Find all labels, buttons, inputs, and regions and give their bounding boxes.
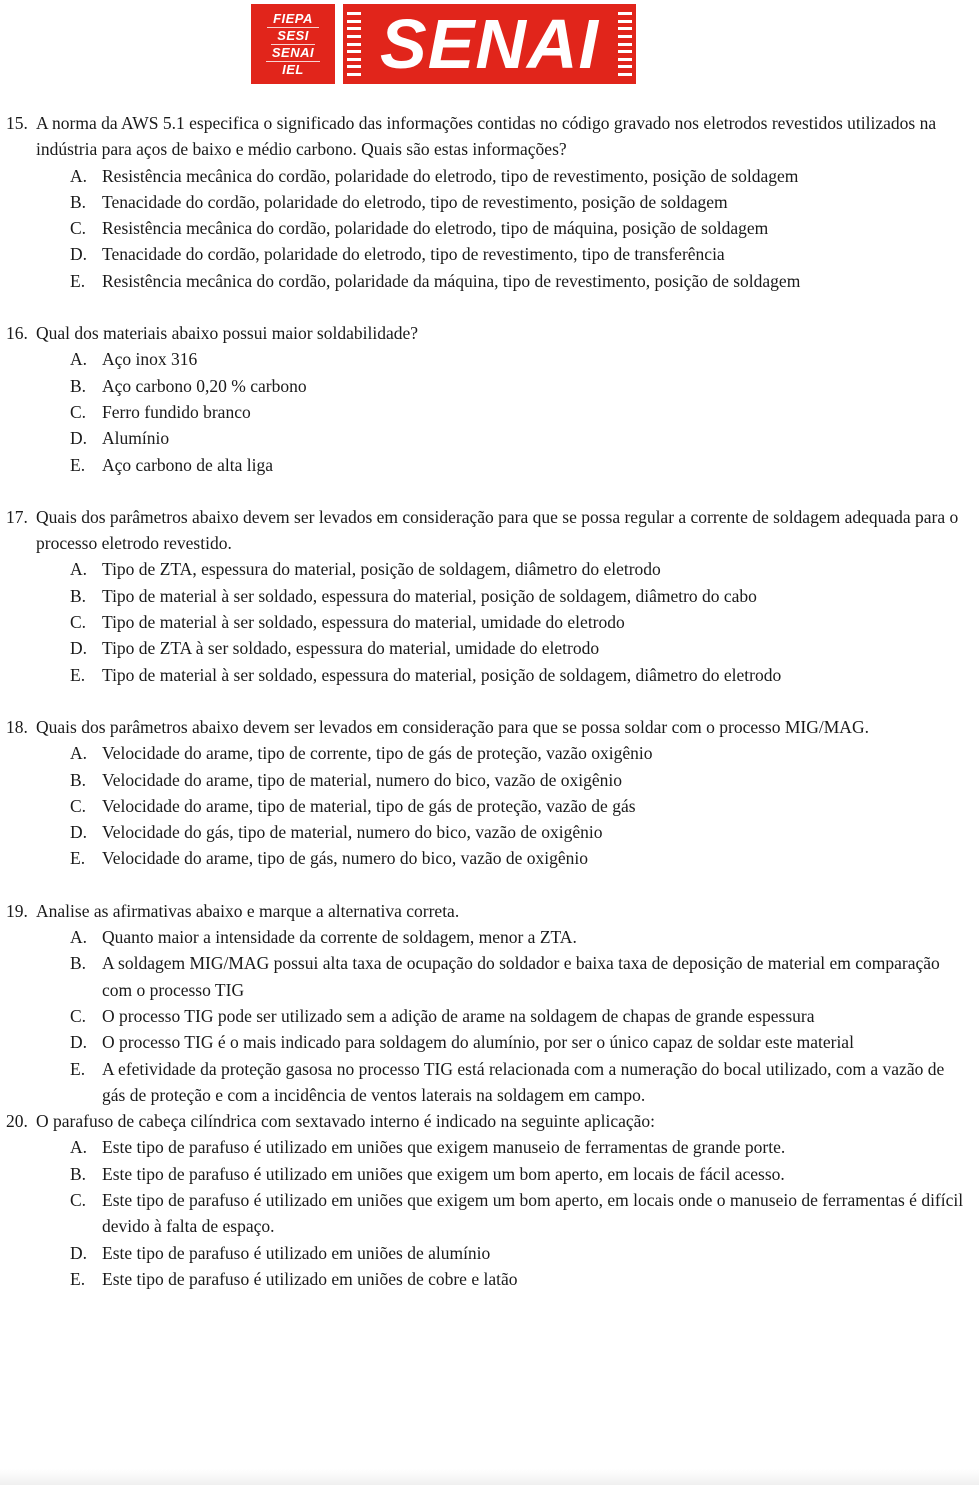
option-letter: D. xyxy=(70,822,88,843)
answer-option-d xyxy=(6,1240,966,1266)
answer-option-c xyxy=(6,1003,966,1029)
answer-options xyxy=(6,1134,966,1292)
option-letter: B. xyxy=(70,585,87,606)
question-number: 18. xyxy=(6,716,28,737)
answer-option-e xyxy=(6,662,966,688)
question-20 xyxy=(6,1108,966,1292)
logo-gap xyxy=(335,4,343,84)
answer-option-e xyxy=(6,845,966,871)
answer-option-b xyxy=(6,950,966,1003)
question-text: Quais dos parâmetros abaixo devem ser levados em consideração para que se possa soldar com o processo MIG/MAG. xyxy=(36,716,869,737)
answer-option-e xyxy=(6,268,966,294)
answer-options xyxy=(6,924,966,1108)
question-number: 16. xyxy=(6,323,28,344)
option-text: Velocidade do arame, tipo de gás, numero do bico, vazão de oxigênio xyxy=(102,848,588,869)
option-letter: D. xyxy=(70,1032,88,1053)
option-letter: C. xyxy=(70,401,87,422)
senai-logo-stripes-left xyxy=(347,12,361,76)
option-text: Tipo de material à ser soldado, espessura do material, umidade do eletrodo xyxy=(102,612,625,633)
fiepa-logo-line: FIEPA xyxy=(267,11,319,28)
question-stem xyxy=(6,898,966,924)
answer-option-d xyxy=(6,425,966,451)
answer-option-d xyxy=(6,635,966,661)
option-letter: E. xyxy=(70,664,86,685)
question-stem xyxy=(6,504,966,557)
answer-option-a xyxy=(6,346,966,372)
option-letter: A. xyxy=(70,559,88,580)
option-text: Aço carbono 0,20 % carbono xyxy=(102,375,307,396)
answer-option-a xyxy=(6,740,966,766)
answer-option-b xyxy=(6,583,966,609)
answer-option-a xyxy=(6,924,966,950)
option-text: Este tipo de parafuso é utilizado em uniões que exigem um bom aperto, em locais de fácil acesso. xyxy=(102,1163,785,1184)
option-letter: E. xyxy=(70,848,86,869)
answer-option-d xyxy=(6,819,966,845)
option-letter: E. xyxy=(70,454,86,475)
question-stem xyxy=(6,714,966,740)
option-text: Ferro fundido branco xyxy=(102,401,251,422)
answer-options xyxy=(6,556,966,687)
option-letter: E. xyxy=(70,1268,86,1289)
answer-option-e xyxy=(6,452,966,478)
iel-logo-line: IEL xyxy=(282,61,304,77)
answer-option-b xyxy=(6,189,966,215)
option-letter: E. xyxy=(70,270,86,291)
answer-option-b xyxy=(6,1161,966,1187)
question-text: Quais dos parâmetros abaixo devem ser levados em consideração para que se possa regular a corrente de soldagem adequada para o processo eletrodo revestido. xyxy=(36,506,959,554)
answer-option-a xyxy=(6,163,966,189)
option-text: Aço carbono de alta liga xyxy=(102,454,274,475)
header-logos xyxy=(251,4,636,84)
question-number: 19. xyxy=(6,900,28,921)
option-text: O processo TIG pode ser utilizado sem a adição de arame na soldagem de chapas de grande espessura xyxy=(102,1005,815,1026)
question-18 xyxy=(6,714,966,872)
option-text: Velocidade do arame, tipo de material, numero do bico, vazão de oxigênio xyxy=(102,769,622,790)
sesi-logo-line: SESI xyxy=(271,28,315,45)
option-letter: C. xyxy=(70,218,87,239)
question-list xyxy=(6,110,966,1292)
option-letter: C. xyxy=(70,795,87,816)
option-text: Resistência mecânica do cordão, polaridade do eletrodo, tipo de revestimento, posição de soldagem xyxy=(102,165,799,186)
answer-options xyxy=(6,163,966,294)
option-text: O processo TIG é o mais indicado para soldagem do alumínio, por ser o único capaz de soldar este material xyxy=(102,1032,854,1053)
option-text: Resistência mecânica do cordão, polaridade do eletrodo, tipo de máquina, posição de soldagem xyxy=(102,218,769,239)
option-text: Este tipo de parafuso é utilizado em uniões de cobre e latão xyxy=(102,1268,518,1289)
question-number: 17. xyxy=(6,506,28,527)
option-text: Tipo de material à ser soldado, espessura do material, posição de soldagem, diâmetro do cabo xyxy=(102,585,757,606)
answer-options xyxy=(6,346,966,477)
option-letter: D. xyxy=(70,638,88,659)
option-letter: A. xyxy=(70,927,88,948)
option-text: Este tipo de parafuso é utilizado em uniões que exigem manuseio de ferramentas de grande porte. xyxy=(102,1137,786,1158)
question-number: 15. xyxy=(6,113,28,133)
fiepa-system-logo xyxy=(251,4,335,84)
answer-option-b xyxy=(6,373,966,399)
option-letter: C. xyxy=(70,1005,87,1026)
answer-option-c xyxy=(6,609,966,635)
option-text: Este tipo de parafuso é utilizado em uniões de alumínio xyxy=(102,1242,491,1263)
option-letter: B. xyxy=(70,1163,87,1184)
answer-options xyxy=(6,740,966,871)
question-19 xyxy=(6,898,966,1108)
option-text: A efetividade da proteção gasosa no processo TIG está relacionada com a numeração do bocal utilizado, com a vazão de gás de proteção e com a incidência de ventos laterais na soldagem em campo. xyxy=(102,1058,945,1105)
option-letter: D. xyxy=(70,1242,88,1263)
question-text: O parafuso de cabeça cilíndrica com sextavado interno é indicado na seguinte aplicação: xyxy=(36,1111,656,1132)
option-text: Velocidade do arame, tipo de corrente, tipo de gás de proteção, vazão oxigênio xyxy=(102,743,653,764)
senai-logo-line: SENAI xyxy=(266,45,320,62)
option-letter: B. xyxy=(70,375,87,396)
option-letter: A. xyxy=(70,1137,88,1158)
option-letter: C. xyxy=(70,612,87,633)
answer-option-c xyxy=(6,1187,966,1240)
option-letter: B. xyxy=(70,191,87,212)
question-17 xyxy=(6,504,966,688)
option-letter: B. xyxy=(70,769,87,790)
answer-option-b xyxy=(6,767,966,793)
answer-option-e xyxy=(6,1056,966,1109)
question-text: A norma da AWS 5.1 especifica o significado das informações contidas no código gravado nos eletrodos revestidos utilizados na indústria para aços de baixo e médio carbono. Quais são estas informações? xyxy=(36,113,937,160)
option-letter: A. xyxy=(70,165,88,186)
answer-option-d xyxy=(6,241,966,267)
question-text: Qual dos materiais abaixo possui maior soldabilidade? xyxy=(36,323,418,344)
option-letter: D. xyxy=(70,244,88,265)
option-text: Tenacidade do cordão, polaridade do eletrodo, tipo de revestimento, tipo de transferência xyxy=(102,244,725,265)
question-text: Analise as afirmativas abaixo e marque a alternativa correta. xyxy=(36,900,460,921)
answer-option-c xyxy=(6,399,966,425)
question-16 xyxy=(6,320,966,478)
answer-option-d xyxy=(6,1029,966,1055)
option-text: A soldagem MIG/MAG possui alta taxa de ocupação do soldador e baixa taxa de deposição de material em comparação com o processo TIG xyxy=(102,953,940,1000)
option-letter: C. xyxy=(70,1189,87,1210)
senai-logo-text: SENAI xyxy=(380,5,599,83)
answer-option-c xyxy=(6,215,966,241)
option-text: Velocidade do arame, tipo de material, tipo de gás de proteção, vazão de gás xyxy=(102,795,636,816)
option-text: Tenacidade do cordão, polaridade do eletrodo, tipo de revestimento, posição de soldagem xyxy=(102,191,728,212)
option-text: Tipo de ZTA, espessura do material, posição de soldagem, diâmetro do eletrodo xyxy=(102,559,661,580)
option-text: Resistência mecânica do cordão, polaridade da máquina, tipo de revestimento, posição de soldagem xyxy=(102,270,801,291)
option-letter: B. xyxy=(70,953,87,974)
question-stem xyxy=(6,1108,966,1134)
option-letter: E. xyxy=(70,1058,86,1079)
option-text: Tipo de ZTA à ser soldado, espessura do material, umidade do eletrodo xyxy=(102,638,600,659)
answer-option-a xyxy=(6,556,966,582)
answer-option-a xyxy=(6,1134,966,1160)
option-letter: A. xyxy=(70,349,88,370)
option-text: Este tipo de parafuso é utilizado em uniões que exigem um bom aperto, em locais onde o manuseio de ferramentas é difícil devido à falta de espaço. xyxy=(102,1189,964,1237)
answer-option-c xyxy=(6,793,966,819)
option-letter: D. xyxy=(70,428,88,449)
answer-option-e xyxy=(6,1266,966,1292)
option-text: Alumínio xyxy=(102,428,170,449)
question-number: 20. xyxy=(6,1111,28,1132)
option-text: Aço inox 316 xyxy=(102,349,198,370)
option-text: Tipo de material à ser soldado, espessura do material, posição de soldagem, diâmetro do eletrodo xyxy=(102,664,782,685)
senai-logo-stripes-right xyxy=(618,12,632,76)
question-stem xyxy=(6,320,966,346)
senai-logo xyxy=(343,4,636,84)
page-bottom-edge xyxy=(0,1469,979,1485)
question-stem xyxy=(6,110,966,163)
option-letter: A. xyxy=(70,743,88,764)
option-text: Quanto maior a intensidade da corrente de soldagem, menor a ZTA. xyxy=(102,927,577,948)
option-text: Velocidade do gás, tipo de material, numero do bico, vazão de oxigênio xyxy=(102,822,603,843)
question-15 xyxy=(6,110,966,294)
